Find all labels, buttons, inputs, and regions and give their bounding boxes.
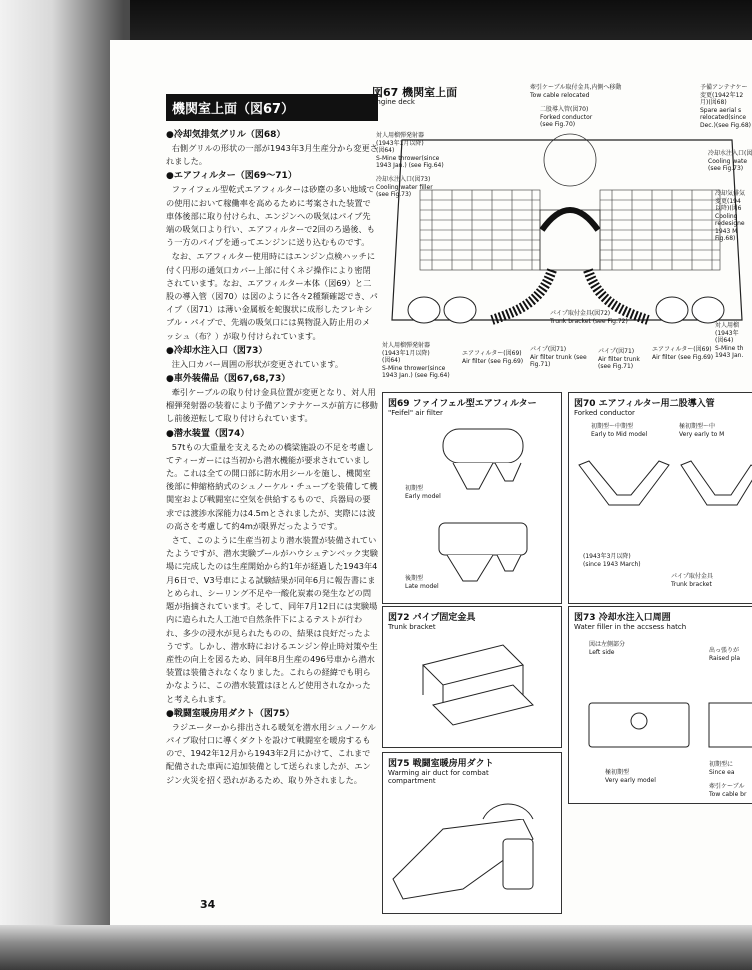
label-antenna: 予備アンテナケー 変更(1942年12 月)(図68) Spare aerial s relocated(since Dec.)(see Fig.68) [700, 84, 751, 129]
body-paragraph: 牽引ケーブルの取り付け金具位置が変更となり、対人用榴弾発射器の装着により予備アンテナケースが前方に移動し前後逆転して取り付けられています。 [166, 387, 378, 424]
label-trunk-bracket-70: パイプ取付金具 Trunk bracket [671, 573, 713, 588]
label-very-early-73: 極初期型 Very early model [605, 769, 656, 784]
label-cooling-l: 冷却水注入口(図73) Cooling water filler (see Fig.73) [376, 176, 433, 198]
fig72-subtitle: Trunk bracket [388, 623, 436, 631]
section-heading: ●車外装備品（図67,68,73） [166, 374, 291, 385]
air-filter-drawing [383, 419, 561, 599]
fig72-title: 図72 パイプ固定金具 [388, 613, 476, 623]
fig70 [568, 392, 752, 604]
label-air-filter-2: エアフィルター(図69) Air filter (see Fig.69) [652, 346, 714, 361]
fig73-subtitle: Water filler in the accsess hatch [574, 623, 687, 631]
fig75 [382, 752, 562, 914]
forked-conductor-drawing [569, 445, 752, 545]
label-pipe-2: パイプ(図71) Air filter trunk (see Fig.71) [598, 348, 640, 370]
body-paragraph: 注入口カバー周囲の形状が変更されています。 [171, 358, 344, 369]
page-number: 34 [200, 898, 216, 911]
fig70-subtitle: Forked conductor [574, 409, 635, 417]
label-redesign: 冷却気排気 変更(194 以降)(図6 Cooling redesigne 1943 M Fig.68) [715, 190, 746, 242]
scan-border-bottom [0, 925, 752, 970]
label-initial-73: 初期型に Since ea [709, 761, 735, 776]
section-title: 機関室上面（図67） [166, 94, 378, 121]
label-smine-tl: 対人用榴弾発射器 (1943年1月以降) (図64) S-Mine thrower(since 1943 Jan.) (see Fig.64) [376, 132, 444, 169]
fig69-subtitle: "Feifel" air filter [388, 409, 443, 417]
label-late-model: 後期型 Late model [405, 575, 439, 590]
body-paragraph: 57tもの大重量を支えるための橋梁施設の不足を考慮してティーガーには当初から潜水機能が要求されていました。これは全ての開口部に防水用シールを施し、機関室後部に伸縮格納式のシュノーケル・チューブを装備して機関室および戦闘室に空気を供給するもので、兵器局の要求では渡渉水深能力は4.5mとされましたが、実際には波の高さを考慮して約4mが限界だったようです。 [166, 441, 378, 531]
body-paragraph: なお、エアフィルター使用時にはエンジン点検ハッチに付く円形の通気口カバー上部に付くネジ操作により密閉されています。なお、エアフィルター本体（図69）と二股の導入管（図70）は図のように各々2種類確認でき、パイプ（図71）は薄い金属板を蛇腹状に成形したフレキシブル・パイプで、先端の吸気口には異物混入防止用のメッシュ（布？）が取り付けられています。 [166, 251, 378, 341]
fig69-title: 図69 ファイフェル型エアフィルター [388, 399, 537, 409]
fig73 [568, 606, 752, 804]
label-pipe-1: パイプ(図71) Air filter trunk (see Fig.71) [530, 346, 587, 368]
label-cooling-r: 冷却水注入口(図 Cooling wate (see Fig.73) [708, 150, 752, 172]
label-tow-73: 牽引ケーブル Tow cable br [709, 783, 747, 798]
label-very-early-mid: 極初期型～中 Very early to M [679, 423, 725, 438]
trunk-bracket-drawing [383, 635, 561, 745]
label-forked: 二股導入管(図70) Forked conductor (see Fig.70) [540, 106, 593, 128]
label-smine-r: 対人用榴 (1943年 (図64) S-Mine th 1943 Jan. [715, 322, 744, 359]
fig67-title: 図67 機関室上面 [372, 86, 458, 99]
body-paragraph: 右側グリルの形状の一部が1943年3月生産分から変更されました。 [166, 143, 378, 167]
book-page [110, 40, 752, 925]
fig75-title: 図75 戦闘室暖房用ダクト [388, 759, 494, 769]
section-heading: ●冷却水注入口（図73） [166, 345, 268, 356]
text-column [166, 94, 378, 788]
label-left-side: 図は左側部分 Left side [589, 641, 626, 656]
label-air-filter-1: エアフィルター(図69) Air filter (see Fig.69) [462, 350, 524, 365]
fig70-title: 図70 エアフィルター用二股導入管 [574, 399, 715, 409]
label-trunk-bracket: パイプ取付金具(図72) Trunk bracket (see Fig.72) [550, 310, 628, 325]
warming-duct-drawing [383, 789, 561, 909]
section-heading: ●戦闘室暖房用ダクト（図75） [166, 708, 295, 719]
label-tow-cable: 牽引ケーブル取付金具,内側へ移動 Tow cable relocated [530, 84, 622, 99]
body-paragraph: ラジエーターから排出される暖気を潜水用シュノーケルパイプ取付口に導くダクトを設けて戦闘室を暖房するもので、1942年12月から1943年2月にかけて、これまで配備された車両に追加装備として送られましたが、エンジン火災を招く恐れがあるため、取り外されました。 [166, 721, 376, 785]
section-heading: ●エアフィルター（図69～71） [166, 171, 297, 182]
fig72 [382, 606, 562, 748]
label-early-model: 初期型 Early model [405, 485, 441, 500]
fig69 [382, 392, 562, 604]
body-paragraph: ファイフェル型乾式エアフィルターは砂塵の多い地域での使用において稼働率を高めるために考案された装置で車体後部に取り付けられ、エンジンへの吸気はパイプ先端の吸気口より行い、エアフィルターで2回のろ過後、もう一方のパイプを通ってエンジンに送り込むものです。 [166, 184, 375, 248]
body-paragraph: さて、このように生産当初より潜水装置が装備されていたようですが、潜水実験プールがハウシュテンベック実験場に完成したのは生産開始から約1年が経過した1943年4月6日で、V3号車による試験結果が同年6月に報告書にまとめられ、シーリング不足や一酸化炭素の発生などの問題が指摘されています。そして、同年7月12日には実験場内に造られた人工池で自然条件下によるテストが行われ、多少の浸水が見られたものの、結果は良好だったようです。しかし、潜水時におけるエンジン停止時対策や生産性の向上を図るため、同年8月生産の496号車から潜水装置は装備されなくなりました。これらの経緯でも明らかなように、この潜水装置はほとんど使用されなかったと考えられます。 [166, 535, 378, 704]
label-smine-bl: 対人用榴弾発射器 (1943年1月以降) (図64) S-Mine thrower(since 1943 Jan.) (see Fig.64) [382, 342, 450, 379]
fig73-title: 図73 冷却水注入口周囲 [574, 613, 671, 623]
fig75-subtitle: Warming air duct for combat compartment [388, 769, 489, 785]
label-since-march: (1943年3月以降) (since 1943 March) [583, 553, 641, 568]
section-heading: ●冷却気排気グリル（図68） [166, 130, 286, 140]
section-heading: ●潜水装置（図74） [166, 428, 250, 439]
fig67-subtitle: Engine deck [372, 98, 415, 106]
label-raised: 出っ張りが Raised pla [709, 647, 741, 662]
label-early-mid: 初期型～中期型 Early to Mid model [591, 423, 648, 438]
